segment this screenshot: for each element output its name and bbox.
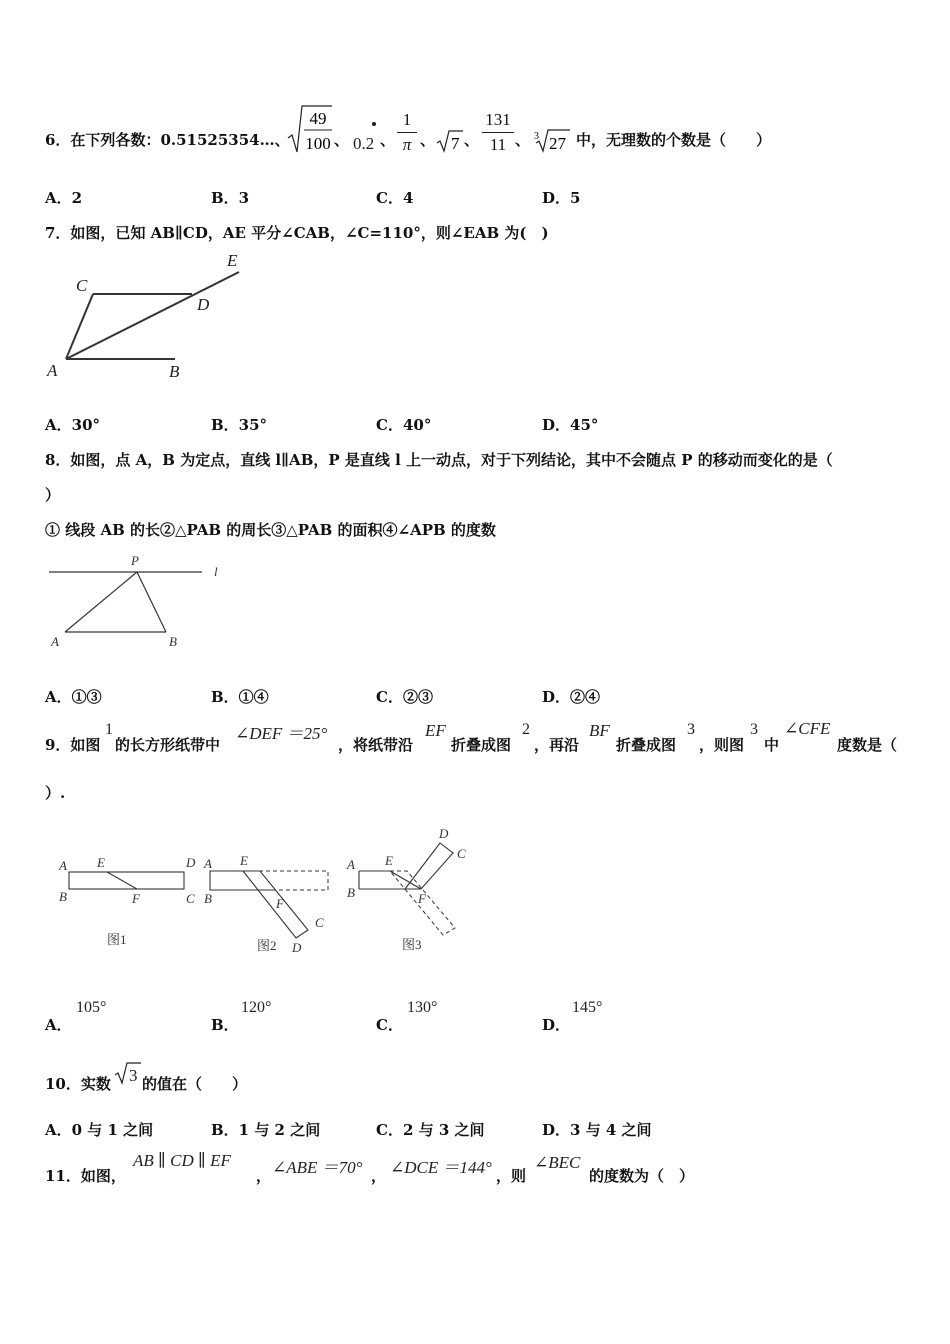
label-b: B — [204, 891, 212, 906]
q6-tail: 中，无理数的个数是（ ） — [576, 131, 772, 149]
q9-stem-part-7: ，则图 — [699, 736, 745, 754]
q9-figure-1 — [55, 850, 205, 955]
q8-figure — [42, 548, 242, 658]
fraction-numerator: 1 — [402, 110, 412, 129]
label-b: B — [347, 885, 355, 900]
q6-option-a[interactable]: A．2 — [45, 189, 83, 207]
q11-angle-dce: ∠DCE ＝144° — [390, 1158, 492, 1177]
label-c: C — [76, 276, 88, 295]
q9-option-d-letter[interactable]: D． — [542, 1016, 571, 1034]
label-c: C — [457, 846, 466, 861]
q6-sqrt-seven — [436, 128, 464, 154]
fraction-bar — [397, 132, 417, 133]
q11-stem-part-1: 11．如图， — [45, 1167, 126, 1185]
root-value: 27 — [549, 134, 566, 153]
q6-sqrt-fraction — [286, 102, 334, 156]
q6-cube-root — [533, 126, 571, 154]
label-d: D — [186, 855, 196, 870]
label-b: B — [59, 889, 67, 904]
label-c: C — [315, 915, 324, 930]
q6-sep-5: 、 — [515, 131, 531, 149]
q7-option-b[interactable]: B．35° — [211, 416, 268, 434]
q10-stem-part-2: 的值在（ ） — [142, 1075, 248, 1093]
label-d: D — [292, 940, 302, 955]
q9-stem-part-4: 折叠成图 — [451, 736, 512, 754]
q7-option-a[interactable]: A．30° — [45, 416, 101, 434]
q10-option-d[interactable]: D．3 与 4 之间 — [542, 1121, 652, 1139]
label-e: E — [385, 853, 393, 868]
label-c: C — [186, 891, 195, 906]
label-e: E — [240, 853, 248, 868]
label-e: E — [227, 251, 238, 270]
caption-figure-2: 图2 — [257, 938, 277, 953]
sqrt-numerator: 49 — [309, 109, 327, 128]
fraction-denominator: π — [402, 135, 412, 154]
q9-stem-part-6: 折叠成图 — [616, 736, 677, 754]
label-a: A — [347, 857, 355, 872]
fold-line-ef — [107, 872, 137, 889]
sqrt-value: 7 — [451, 134, 460, 153]
q9-stem-part-1: 9．如图 — [45, 736, 101, 754]
q11-stem-part-4: ，则 — [496, 1167, 527, 1185]
q7-option-c[interactable]: C．40° — [376, 416, 432, 434]
q11-angle-abe: ∠ABE ＝70° — [272, 1158, 363, 1177]
q9-option-a-value[interactable]: 105° — [76, 999, 107, 1016]
q9-figure-2 — [200, 850, 340, 960]
q9-figure-number-2: 2 — [522, 721, 530, 738]
q6-repeating-decimal — [353, 120, 383, 156]
q8-stem-continued: ） — [45, 486, 61, 504]
q6-sep-4: 、 — [464, 131, 480, 149]
q8-statements: ① 线段 AB 的长②△PAB 的周长③△PAB 的面积④∠APB 的度数 — [45, 521, 496, 539]
q11-angle-bec: ∠BEC — [534, 1153, 581, 1172]
q9-stem-continued: ）. — [45, 784, 66, 802]
q9-option-a-letter[interactable]: A． — [45, 1016, 72, 1034]
q9-option-c-value[interactable]: 130° — [407, 999, 438, 1016]
sqrt-value: 3 — [129, 1066, 138, 1085]
fraction-numerator: 131 — [485, 110, 511, 129]
q11-stem-part-5: 的度数为（ ） — [589, 1167, 695, 1185]
q9-line-bf: BF — [589, 721, 610, 740]
q6-sep-3: 、 — [420, 131, 436, 149]
q9-figure-3 — [345, 825, 480, 955]
q9-stem-part-8: 中 — [764, 736, 780, 754]
q11-stem-part-2: ， — [256, 1167, 272, 1185]
refolded-flap — [405, 843, 453, 889]
label-d: D — [439, 826, 449, 841]
q6-sep-2: 、 — [380, 131, 396, 149]
q9-option-b-letter[interactable]: B． — [211, 1016, 239, 1034]
q6-option-c[interactable]: C．4 — [376, 189, 414, 207]
paper-strip — [69, 872, 184, 889]
q8-option-b[interactable]: B．①④ — [211, 688, 269, 706]
q10-option-c[interactable]: C．2 与 3 之间 — [376, 1121, 485, 1139]
q9-stem-part-9: 度数是（ — [837, 736, 898, 754]
label-d: D — [197, 295, 210, 314]
label-p: P — [131, 553, 139, 568]
label-b: B — [169, 362, 180, 381]
label-a: A — [47, 361, 58, 380]
label-a: A — [204, 856, 212, 871]
q9-option-c-letter[interactable]: C． — [376, 1016, 403, 1034]
q9-figure-number-3: 3 — [687, 721, 695, 738]
caption-figure-1: 图1 — [107, 932, 127, 947]
caption-figure-3: 图3 — [402, 937, 422, 952]
q6-stem: 6．在下列各数：0.51525354…、 — [45, 131, 290, 149]
q6-option-b[interactable]: B．3 — [211, 189, 250, 207]
q11-stem-part-3: ， — [371, 1167, 387, 1185]
ray-ae — [66, 272, 239, 359]
label-f: F — [276, 896, 284, 911]
q8-stem: 8．如图，点 A，B 为定点，直线 l∥AB，P 是直线 l 上一动点，对于下列结论，其中不会随点 P 的移动而变化的是（ — [45, 451, 833, 469]
label-f: F — [418, 891, 426, 906]
fraction-denominator: 11 — [489, 135, 507, 154]
q6-sep-1: 、 — [334, 131, 350, 149]
q9-figure-number-4: 3 — [750, 721, 758, 738]
q10-stem-part-1: 10．实数 — [45, 1075, 111, 1093]
repeating-value: 0.2 — [353, 134, 375, 153]
repeat-dot — [372, 122, 376, 126]
label-l: l — [214, 564, 218, 579]
label-a: A — [59, 858, 67, 873]
label-b: B — [169, 634, 177, 649]
q6-fraction-one-over-pi — [397, 110, 417, 155]
q9-option-b-value[interactable]: 120° — [241, 999, 272, 1016]
q6-fraction-131-over-11 — [482, 110, 514, 155]
segment-ap — [65, 572, 137, 632]
label-a: A — [51, 634, 59, 649]
q11-parallel-lines: AB ∥ CD ∥ EF — [133, 1151, 231, 1170]
q9-stem-part-2: 的长方形纸带中 — [115, 736, 221, 754]
q10-option-b[interactable]: B．1 与 2 之间 — [211, 1121, 321, 1139]
q10-sqrt-three — [114, 1060, 142, 1086]
q8-option-c[interactable]: C．②③ — [376, 688, 433, 706]
q9-option-d-value[interactable]: 145° — [572, 999, 603, 1016]
q9-figure-number-1: 1 — [105, 721, 113, 738]
q7-option-d[interactable]: D．45° — [542, 416, 599, 434]
q8-option-d[interactable]: D．②④ — [542, 688, 601, 706]
segment-bp — [137, 572, 166, 632]
fraction-bar — [482, 132, 514, 133]
q9-stem-part-3: ，将纸带沿 — [338, 736, 414, 754]
q9-angle-cfe: ∠CFE — [784, 719, 831, 738]
q9-stem-part-5: ，再沿 — [534, 736, 580, 754]
original-strip-dashed — [210, 871, 328, 890]
q7-figure — [42, 246, 252, 386]
root-index: 3 — [534, 131, 539, 142]
q9-angle-def: ∠DEF ＝25° — [235, 724, 328, 743]
q6-option-d[interactable]: D．5 — [542, 189, 581, 207]
label-e: E — [97, 855, 105, 870]
q10-option-a[interactable]: A．0 与 1 之间 — [45, 1121, 154, 1139]
label-f: F — [132, 891, 140, 906]
sqrt-denominator: 100 — [305, 134, 331, 153]
q8-option-a[interactable]: A．①③ — [45, 688, 102, 706]
segment-ac — [66, 294, 93, 359]
q9-line-ef: EF — [425, 721, 446, 740]
q7-stem: 7．如图，已知 AB∥CD，AE 平分∠CAB，∠C=110°，则∠EAB 为( ) — [45, 224, 549, 242]
